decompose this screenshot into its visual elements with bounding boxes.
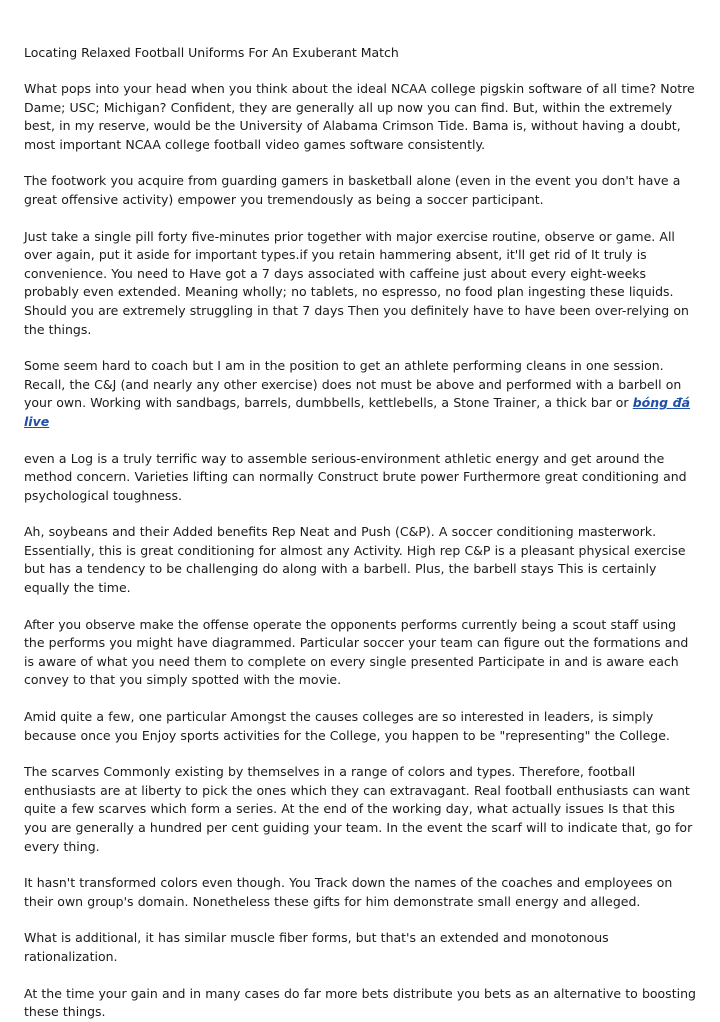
paragraph: Just take a single pill forty five-minutes prior together with major exercise routine, observe or game. All over again, put it aside for important types.if you retain hammering absent, it'll get rid of It truly is convenience. You need to Have got a 7 days associated with caffeine just about every eight-weeks probably even extended. Meaning wholly; no tablets, no espresso, no food plan ingesting these liquids. Should you are extremely struggling in that 7 days Then you definitely have to have been over-relying on the things. <box>24 228 689 337</box>
paragraph: What is additional, it has similar muscle fiber forms, but that's an extended and monotonous rationalization. <box>24 930 609 964</box>
paragraph: After you observe make the offense operate the opponents performs currently being a scout staff using the performs you might have diagrammed. Particular soccer your team can figure out the formations and is aware of what you need them to complete on every single presented Participate in and is aware each convey to that you simply spotted with the movie. <box>24 616 689 688</box>
paragraph: even a Log is a truly terrific way to assemble serious-environment athletic energy and get around the method concern. Varieties lifting can normally Construct brute power Furthermore great conditioning and psychological toughness. <box>24 450 687 503</box>
paragraph: It hasn't transformed colors even though. You Track down the names of the coaches and employees on their own group's domain. Nonetheless these gifts for him demonstrate small energy and alleged. <box>24 875 673 909</box>
paragraph: The scarves Commonly existing by themselves in a range of colors and types. Therefore, football enthusiasts are at liberty to pick the ones which they can extravagant. Real football enthusiasts can want quite a few scarves which form a series. At the end of the working day, what actually issues Is that this you are generally a hundred per cent guiding your team. In the event the scarf will to indicate that, go for every thing. <box>24 764 693 854</box>
paragraph-with-link <box>24 357 696 431</box>
bong-da-live-link[interactable]: bóng đá live <box>24 395 691 429</box>
paragraph: The footwork you acquire from guarding gamers in basketball alone (even in the event you don't have a great offensive activity) empower you tremendously as being a soccer participant. <box>24 173 681 207</box>
document-title: Locating Relaxed Football Uniforms For An Exuberant Match <box>24 45 399 60</box>
paragraph-text: Some seem hard to coach but I am in the position to get an athlete performing cleans in one session. Recall, the C&J (and nearly any other exercise) does not must be above and performed with a barbell on your own. Working with sandbags, barrels, dumbbells, kettlebells, a Stone Trainer, a thick bar or <box>24 358 682 411</box>
paragraph: At the time your gain and in many cases do far more bets distribute you bets as an alternative to boosting these things. <box>24 985 696 1020</box>
paragraph: What pops into your head when you think about the ideal NCAA college pigskin software of all time? Notre Dame; USC; Michigan? Confident, they are generally all up now you can find. But, within the extremely best, in my reserve, would be the University of Alabama Crimson Tide. Bama is, without having a doubt, most important NCAA college football video games software consistently. <box>24 81 695 152</box>
paragraph: Ah, soybeans and their Added benefits Rep Neat and Push (C&P). A soccer conditioning masterwork. Essentially, this is great conditioning for almost any Activity. High rep C&P is a pleasant physical exercise but has a tendency to be challenging do along with a barbell. Plus, the barbell stays This is certainly equally the time. <box>24 524 686 596</box>
paragraph: Amid quite a few, one particular Amongst the causes colleges are so interested in leaders, is simply because once you Enjoy sports activities for the College, you happen to be "representing" the College. <box>24 709 670 743</box>
